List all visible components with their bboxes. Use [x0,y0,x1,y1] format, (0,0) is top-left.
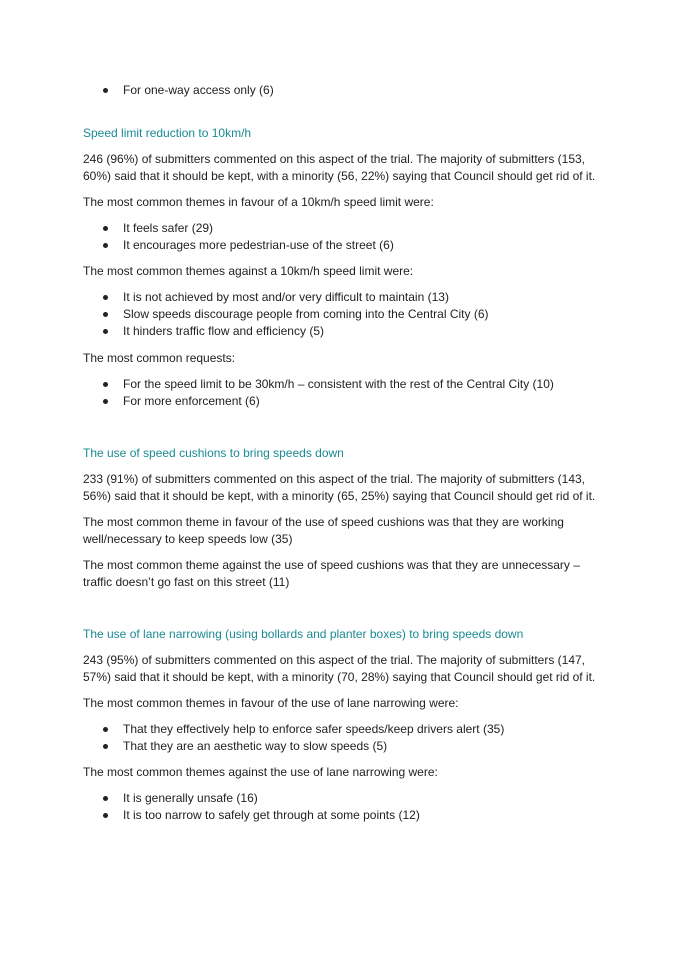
bullet-text: For the speed limit to be 30km/h – consistent with the rest of the Central City (10) [123,377,554,391]
list-item [100,82,600,99]
bullet-icon [103,243,108,248]
bullet-icon [103,226,108,231]
bullet-text: That they are an aesthetic way to slow speeds (5) [123,739,388,753]
list-item [100,790,600,807]
list-item [100,289,600,306]
bullet-text: Slow speeds discourage people from coming into the Central City (6) [123,307,489,321]
speed-cushions-summary: 233 (91%) of submitters commented on this aspect of the trial. The majority of submitters (143, 56%) said that it should be kept, with a minority (65, 25%) saying that Council should get rid of it. [83,472,596,503]
bullet-icon [103,312,108,317]
section-heading-speed-limit: Speed limit reduction to 10km/h [83,126,252,140]
list-item [100,807,600,824]
lane-narrowing-summary: 243 (95%) of submitters commented on this aspect of the trial. The majority of submitters (147, 57%) said that it should be kept, with a minority (70, 28%) saying that Council should get rid of it. [83,653,596,684]
list-item [100,376,600,393]
speed-limit-against-intro: The most common themes against a 10km/h speed limit were: [83,264,414,278]
bullet-text: It hinders traffic flow and efficiency (5) [123,324,324,338]
speed-limit-favour-intro: The most common themes in favour of a 10km/h speed limit were: [83,195,434,209]
bullet-icon [103,329,108,334]
speed-limit-against-list [100,289,600,340]
list-item [100,323,600,340]
speed-limit-requests-intro: The most common requests: [83,351,236,365]
intro-bullet-list [100,82,600,99]
speed-cushions-favour: The most common theme in favour of the use of speed cushions was that they are working well/necessary to keep speeds low (35) [83,515,564,546]
bullet-text: It is generally unsafe (16) [123,791,258,805]
bullet-icon [103,744,108,749]
list-item [100,738,600,755]
bullet-icon [103,295,108,300]
list-item [100,393,600,410]
speed-limit-summary: 246 (96%) of submitters commented on this aspect of the trial. The majority of submitters (153, 60%) said that it should be kept, with a minority (56, 22%) saying that Council should get rid of it. [83,152,596,183]
bullet-icon [103,796,108,801]
list-item [100,721,600,738]
speed-limit-favour-list [100,220,600,254]
bullet-icon [103,88,108,93]
section-heading-speed-cushions: The use of speed cushions to bring speeds down [83,446,344,460]
bullet-icon [103,727,108,732]
lane-narrowing-favour-intro: The most common themes in favour of the use of lane narrowing were: [83,696,459,710]
bullet-icon [103,382,108,387]
bullet-text: It is too narrow to safely get through at some points (12) [123,808,420,822]
bullet-icon [103,813,108,818]
bullet-text: For more enforcement (6) [123,394,260,408]
lane-narrowing-against-intro: The most common themes against the use of lane narrowing were: [83,765,438,779]
list-item [100,306,600,323]
bullet-text: That they effectively help to enforce safer speeds/keep drivers alert (35) [123,722,505,736]
bullet-text: It encourages more pedestrian-use of the street (6) [123,238,394,252]
bullet-icon [103,399,108,404]
speed-limit-requests-list [100,376,600,410]
bullet-text: It feels safer (29) [123,221,214,235]
lane-narrowing-favour-list [100,721,600,755]
lane-narrowing-against-list [100,790,600,824]
bullet-text: It is not achieved by most and/or very difficult to maintain (13) [123,290,449,304]
list-item [100,220,600,237]
speed-cushions-against: The most common theme against the use of speed cushions was that they are unnecessary – traffic doesn’t go fast on this street (11) [83,558,580,589]
section-heading-lane-narrowing: The use of lane narrowing (using bollards and planter boxes) to bring speeds down [83,627,524,641]
list-item [100,237,600,254]
bullet-text: For one-way access only (6) [123,83,274,97]
